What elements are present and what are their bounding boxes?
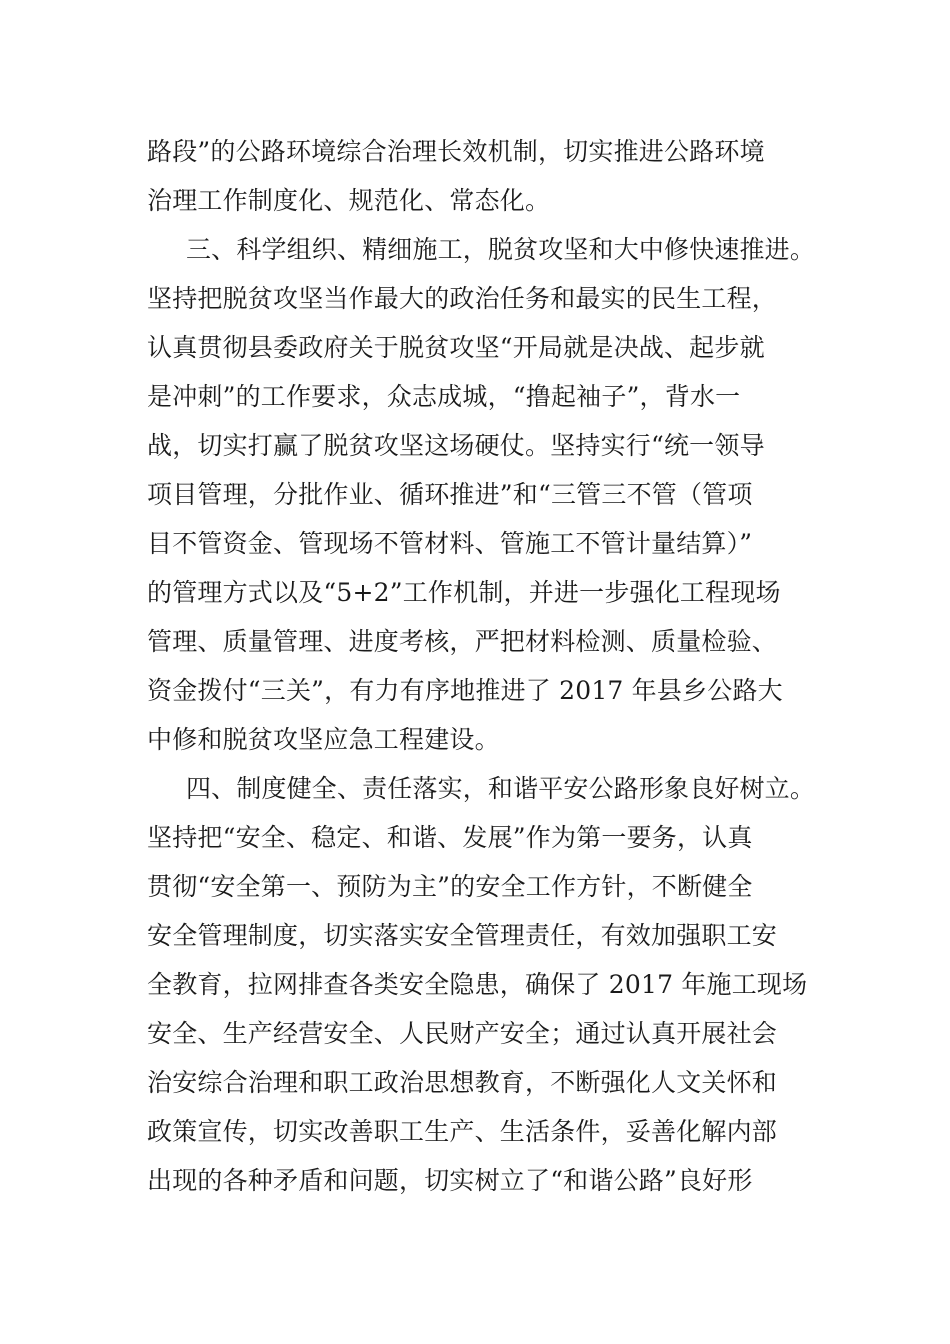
text-line: 路段”的公路环境综合治理长效机制，切实推进公路环境	[147, 137, 765, 166]
text-line: 治理工作制度化、规范化、常态化。	[147, 186, 551, 215]
text-line: 安全、生产经营安全、人民财产安全；通过认真开展社会	[147, 1019, 778, 1048]
section-heading-three: 三、科学组织、精细施工，脱贫攻坚和大中修快速推进。	[186, 235, 816, 264]
text-line: 资金拨付“三关”，有力有序地推进了 2017 年县乡公路大	[147, 676, 783, 705]
text-line: 政策宣传，切实改善职工生产、生活条件，妥善化解内部	[147, 1117, 778, 1146]
text-line: 认真贯彻县委政府关于脱贫攻坚“开局就是决战、起步就	[147, 333, 765, 362]
text-line: 是冲刺”的工作要求，众志成城，“撸起袖子”，背水一	[147, 382, 741, 411]
text-line: 安全管理制度，切实落实安全管理责任，有效加强职工安	[147, 921, 778, 950]
text-line: 贯彻“安全第一、预防为主”的安全工作方针，不断健全	[147, 872, 753, 901]
text-line: 管理、质量管理、进度考核，严把材料检测、质量检验、	[147, 627, 778, 656]
text-line: 坚持把“安全、稳定、和谐、发展”作为第一要务，认真	[147, 823, 753, 852]
text-line: 的管理方式以及“5+2”工作机制，并进一步强化工程现场	[147, 578, 781, 607]
text-line: 战，切实打赢了脱贫攻坚这场硬仗。坚持实行“统一领导	[147, 431, 765, 460]
text-line: 中修和脱贫攻坚应急工程建设。	[147, 725, 500, 754]
text-line: 目不管资金、管现场不管材料、管施工不管计量结算）”	[147, 529, 753, 558]
section-heading-four: 四、制度健全、责任落实，和谐平安公路形象良好树立。	[186, 774, 816, 803]
text-line: 坚持把脱贫攻坚当作最大的政治任务和最实的民生工程，	[147, 284, 778, 313]
text-line: 治安综合治理和职工政治思想教育，不断强化人文关怀和	[147, 1068, 778, 1097]
text-line: 项目管理，分批作业、循环推进”和“三管三不管（管项	[147, 480, 753, 509]
text-line: 出现的各种矛盾和问题，切实树立了“和谐公路”良好形	[147, 1166, 753, 1195]
text-line: 全教育，拉网排查各类安全隐患，确保了 2017 年施工现场	[147, 970, 808, 999]
